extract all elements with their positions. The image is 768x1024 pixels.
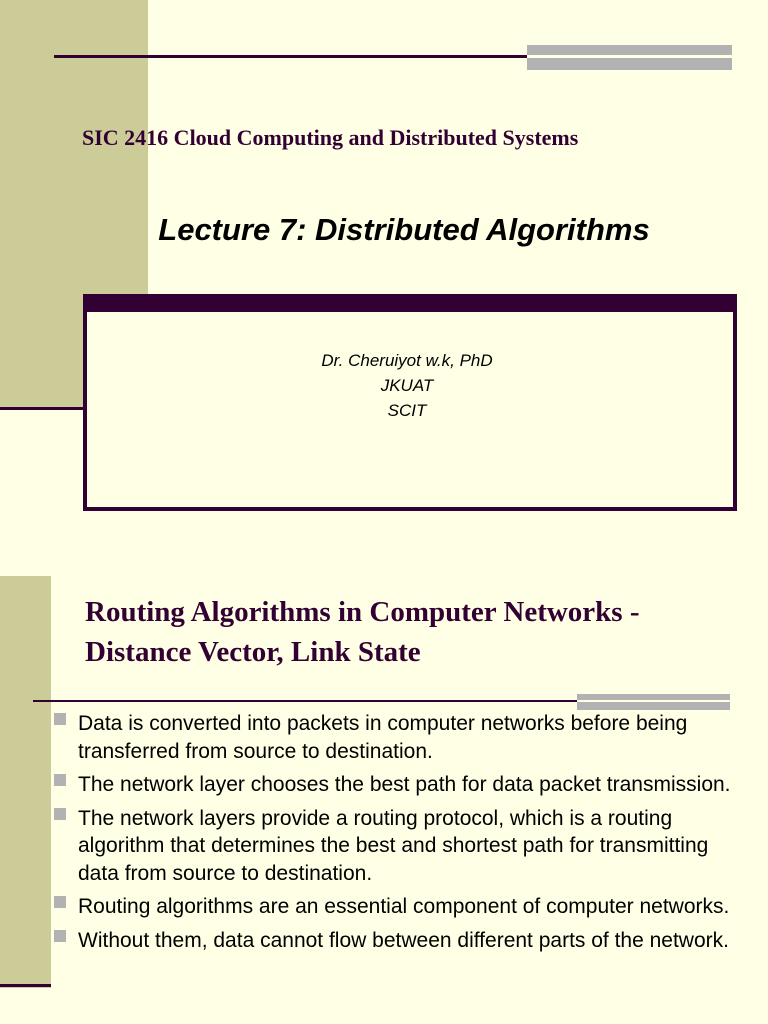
bullet-item [54, 710, 754, 765]
sidebar-divider [0, 984, 51, 987]
author-school: SCIT [387, 401, 427, 420]
bullet-text: Data is converted into packets in computer networks before being transferred from source to destination. [78, 712, 688, 763]
content-slide [0, 576, 768, 1024]
bullet-text: Without them, data cannot flow between different parts of the network. [78, 928, 729, 952]
square-bullet-icon [54, 930, 66, 942]
square-bullet-icon [54, 896, 66, 908]
bullet-text: Routing algorithms are an essential component of computer networks. [78, 895, 730, 918]
title-accent-bar [577, 694, 730, 710]
sidebar-band [0, 576, 51, 988]
bullet-item [54, 927, 754, 955]
slide-gap [0, 545, 768, 576]
author-box [83, 294, 737, 511]
square-bullet-icon [54, 713, 66, 725]
slide-title-line-1: Routing Algorithms in Computer Networks - [85, 596, 640, 628]
bullet-text: The network layers provide a routing protocol, which is a routing algorithm that determines the best and shortest path for transmitting data from source to destination. [78, 806, 709, 885]
course-title: SIC 2416 Cloud Computing and Distributed Systems [82, 125, 579, 150]
slide-title [85, 592, 745, 672]
author-institution: JKUAT [380, 376, 434, 395]
top-accent-bar [527, 45, 732, 70]
bullet-list [54, 710, 754, 960]
bullet-item [54, 805, 754, 888]
bullet-item [54, 771, 754, 799]
bullet-item [54, 893, 754, 921]
author-lines [87, 348, 727, 423]
slide-title-line-2: Distance Vector, Link State [85, 636, 421, 668]
lecture-title: Lecture 7: Distributed Algorithms [158, 212, 650, 247]
bullet-text: The network layer chooses the best path for data packet transmission. [78, 773, 731, 796]
sidebar-divider [0, 407, 85, 410]
square-bullet-icon [54, 808, 66, 820]
square-bullet-icon [54, 774, 66, 786]
author-name: Dr. Cheruiyot w.k, PhD [321, 351, 493, 370]
